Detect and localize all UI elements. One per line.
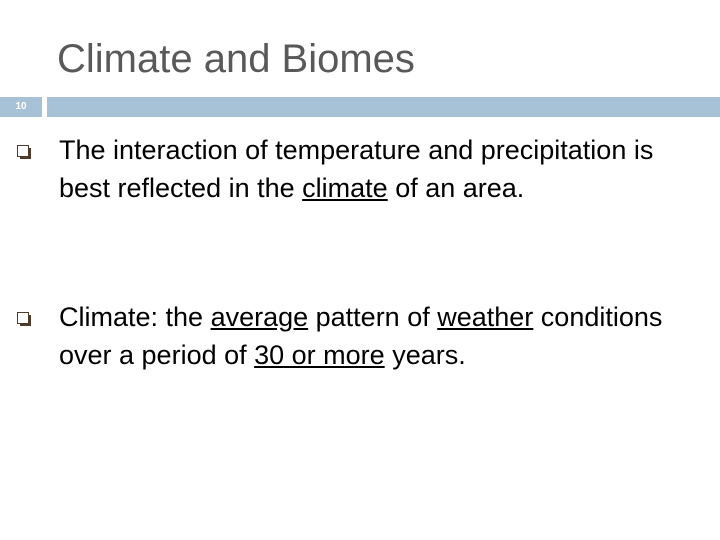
text-segment: Climate: the [59, 302, 211, 332]
text-segment: of an area. [387, 173, 525, 203]
text-segment: years. [384, 340, 466, 370]
slide-number-badge [0, 97, 42, 117]
underlined-term-average: average [210, 302, 309, 332]
underlined-term-30-or-more: 30 or more [254, 340, 385, 370]
square-bullet-icon [17, 312, 29, 324]
text-segment: The interaction of temperature and precipitation is best reflected in the [59, 135, 654, 203]
text-segment: conditions over a period of [59, 302, 663, 370]
slide-number: 10 [15, 101, 27, 112]
header-accent-bar [47, 97, 720, 117]
text-segment: pattern of [308, 302, 438, 332]
square-bullet-icon [17, 145, 29, 157]
underlined-term-weather: weather [437, 302, 534, 332]
slide-title: Climate and Biomes [57, 37, 415, 81]
bullet-text-2 [59, 298, 699, 374]
underlined-term-climate: climate [302, 173, 388, 203]
bullet-text-1 [59, 131, 699, 207]
